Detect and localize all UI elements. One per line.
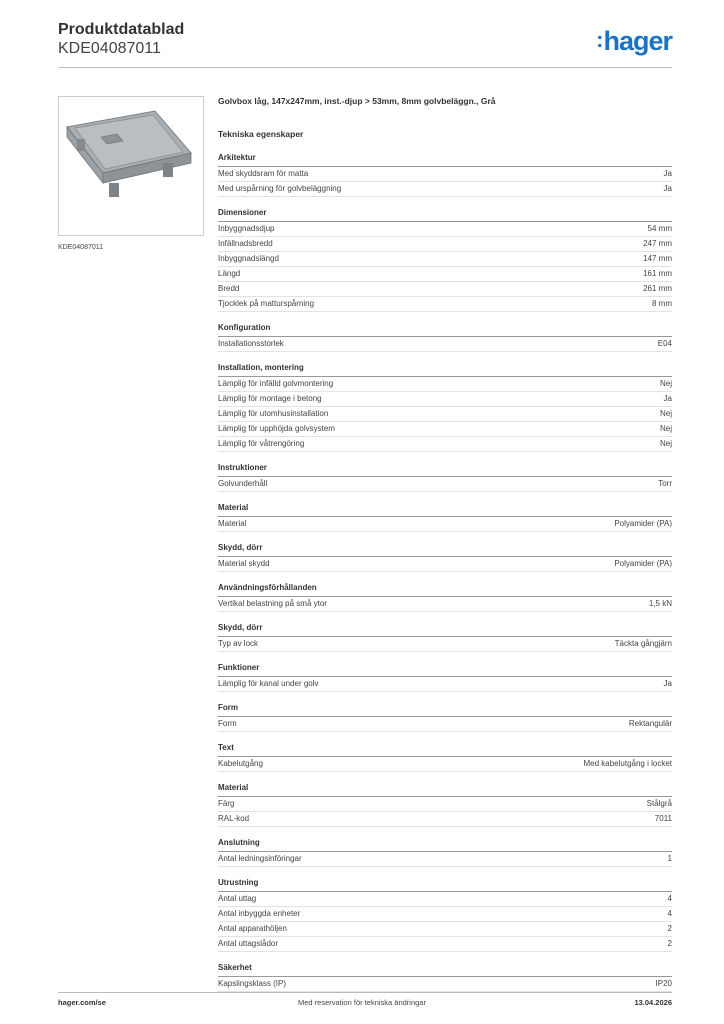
spec-value: Ja [663,679,672,688]
spec-label: Lämplig för våtrengöring [218,439,305,448]
spec-value: 1,5 kN [648,599,672,608]
spec-label: Lämplig för montage i betong [218,394,322,403]
spec-value: 2 [667,939,672,948]
spec-label: Antal ledningsinföringar [218,854,302,863]
spec-value: Nej [659,439,672,448]
spec-label: Inbyggnadsdjup [218,224,275,233]
spec-group-title: Användningsförhållanden [218,582,672,597]
spec-group-title: Instruktioner [218,462,672,477]
spec-label: Bredd [218,284,240,293]
spec-row [218,597,672,612]
spec-value: IP20 [655,979,672,988]
spec-group-title: Säkerhet [218,962,672,977]
spec-row [218,252,672,267]
spec-row [218,977,672,992]
spec-label: Med urspårning för golvbeläggning [218,184,342,193]
spec-label: Antal uttag [218,894,257,903]
spec-value: 4 [667,894,672,903]
spec-value: 7011 [654,814,672,823]
spec-group-title: Form [218,702,672,717]
spec-value: Ja [663,394,672,403]
spec-label: Installationsstorlek [218,339,284,348]
spec-group-title: Installation, montering [218,362,672,377]
spec-group-title: Skydd, dörr [218,622,672,637]
spec-label: Antal inbyggda enheter [218,909,301,918]
spec-value: Stålgrå [646,799,672,808]
hager-logo[interactable] [596,26,672,57]
spec-value: 8 mm [652,299,672,308]
spec-label: Lämplig för infälld golvmontering [218,379,334,388]
spec-row [218,637,672,652]
spec-row [218,477,672,492]
footer-divider [58,992,672,993]
floor-box-illustration [59,97,203,235]
spec-row [218,437,672,452]
spec-row [218,392,672,407]
spec-value: E04 [657,339,672,348]
spec-groups [218,152,672,992]
spec-group-title: Funktioner [218,662,672,677]
spec-row [218,337,672,352]
spec-group-title: Utrustning [218,877,672,892]
footer-disclaimer: Med reservation för tekniska ändringar [298,998,426,1007]
spec-value: Ja [663,169,672,178]
spec-row [218,517,672,532]
spec-label: Kabelutgång [218,759,263,768]
logo-mark-icon: : [596,27,603,52]
spec-group-title: Text [218,742,672,757]
spec-value: 161 mm [643,269,672,278]
product-description: Golvbox låg, 147x247mm, inst.-djup > 53mm, 8mm golvbeläggn., Grå [218,96,496,106]
spec-value: Polyamider (PA) [614,519,672,528]
spec-value: 247 mm [643,239,672,248]
spec-group-title: Material [218,502,672,517]
spec-value: Ja [663,184,672,193]
spec-value: Polyamider (PA) [614,559,672,568]
spec-row [218,937,672,952]
document-header [58,20,184,58]
spec-group-title: Anslutning [218,837,672,852]
spec-value: Nej [659,424,672,433]
spec-label: Antal apparathöljen [218,924,287,933]
spec-value: Rektangulär [628,719,672,728]
product-image [58,96,204,236]
spec-value: Med kabelutgång i locket [583,759,672,768]
spec-value: 261 mm [643,284,672,293]
spec-row [218,222,672,237]
spec-value: Täckta gångjärn [614,639,672,648]
spec-label: Antal uttagslådor [218,939,279,948]
spec-value: Torr [658,479,672,488]
spec-group-title: Arkitektur [218,152,672,167]
specifications [218,96,672,992]
spec-label: Typ av lock [218,639,259,648]
spec-group-title: Konfiguration [218,322,672,337]
spec-label: Lämplig för utomhusinstallation [218,409,329,418]
spec-label: Vertikal belastning på små ytor [218,599,327,608]
spec-value: Nej [659,379,672,388]
spec-row [218,407,672,422]
spec-label: Tjocklek på matturspårning [218,299,315,308]
section-heading: Tekniska egenskaper [218,129,304,139]
spec-row [218,422,672,437]
spec-label: Lämplig för kanal under golv [218,679,319,688]
spec-row [218,167,672,182]
spec-row [218,182,672,197]
spec-row [218,557,672,572]
image-caption: KDE04087011 [58,244,104,251]
spec-label: Längd [218,269,241,278]
spec-group-title: Skydd, dörr [218,542,672,557]
spec-label: Färg [218,799,235,808]
spec-row [218,237,672,252]
spec-row [218,267,672,282]
spec-label: Golvunderhåll [218,479,268,488]
product-code: KDE04087011 [58,40,161,57]
spec-label: Material skydd [218,559,270,568]
logo-text: hager [603,26,672,56]
spec-row [218,907,672,922]
spec-label: Kapslingsklass (IP) [218,979,287,988]
spec-value: 4 [667,909,672,918]
spec-label: RAL-kod [218,814,250,823]
spec-row [218,797,672,812]
spec-row [218,892,672,907]
spec-value: 1 [667,854,672,863]
spec-value: 147 mm [643,254,672,263]
document-title: Produktdatablad [58,21,185,38]
spec-value: 2 [667,924,672,933]
spec-value: 54 mm [647,224,672,233]
spec-row [218,852,672,867]
spec-row [218,812,672,827]
spec-row [218,377,672,392]
spec-value: Nej [659,409,672,418]
spec-row [218,282,672,297]
spec-group-title: Dimensioner [218,207,672,222]
spec-row [218,717,672,732]
spec-row [218,757,672,772]
footer-date: 13.04.2026 [634,998,672,1007]
spec-row [218,297,672,312]
spec-row [218,922,672,937]
spec-row [218,677,672,692]
spec-label: Med skyddsram för matta [218,169,309,178]
spec-label: Infällnadsbredd [218,239,273,248]
footer-website-link[interactable]: hager.com/se [58,998,106,1007]
spec-label: Material [218,519,247,528]
spec-group-title: Material [218,782,672,797]
header-divider [58,67,672,68]
spec-label: Inbyggnadslängd [218,254,279,263]
spec-label: Lämplig för upphöjda golvsystem [218,424,335,433]
spec-label: Form [218,719,237,728]
